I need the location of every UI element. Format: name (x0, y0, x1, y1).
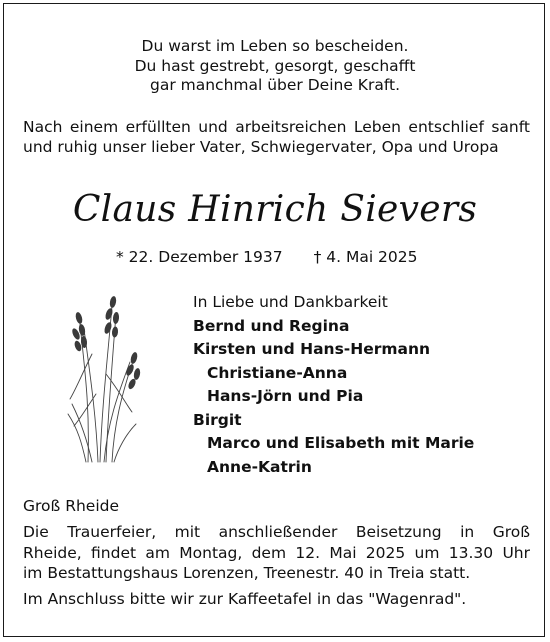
wheat-icon (62, 294, 144, 464)
birth-date: * 22. Dezember 1937 (116, 248, 283, 266)
mourner-line: Birgit (193, 410, 242, 429)
mourner-line: Bernd und Regina (193, 316, 350, 335)
mourner-line: Anne-Katrin (207, 457, 312, 476)
service-line-2: Rheide, findet am Montag, dem 12. Mai 2025 um 13.30 Uhr (23, 543, 530, 562)
mourner-line: Christiane-Anna (207, 363, 348, 382)
coffee-invitation: Im Anschluss bitte wir zur Kaffeetafel in das "Wagenrad". (23, 590, 467, 608)
mourners-list (193, 291, 474, 479)
death-date: † 4. Mai 2025 (313, 248, 418, 266)
deceased-name: Claus Hinrich Sievers (72, 189, 478, 230)
mourner-line: Hans-Jörn und Pia (207, 387, 364, 405)
funeral-service-text (23, 522, 530, 584)
mourners-heading: In Liebe und Dankbarkeit (193, 293, 388, 311)
mourner-line: Kirsten und Hans-Hermann (193, 340, 431, 358)
intro-text: Nach einem erfüllten und arbeitsreichen Leben entschlief sanft und ruhig unser lieber Vater, Schwiegervater, Opa und Uropa (23, 118, 530, 156)
poem-line-1: Du warst im Leben so bescheiden. (141, 37, 409, 55)
obituary-notice (3, 3, 545, 637)
poem (4, 37, 546, 96)
life-dates (116, 247, 418, 267)
service-line-1: Die Trauerfeier, mit anschließender Beisetzung in Groß (23, 523, 530, 541)
poem-line-2: Du hast gestrebt, gesorgt, geschafft (134, 56, 416, 75)
poem-line-3: gar manchmal über Deine Kraft. (149, 76, 401, 94)
service-line-3: im Bestattungshaus Lorenzen, Treenestr. 40 in Treia statt. (23, 564, 471, 582)
place-name: Groß Rheide (23, 497, 120, 515)
mourner-line: Marco und Elisabeth mit Marie (207, 434, 475, 452)
